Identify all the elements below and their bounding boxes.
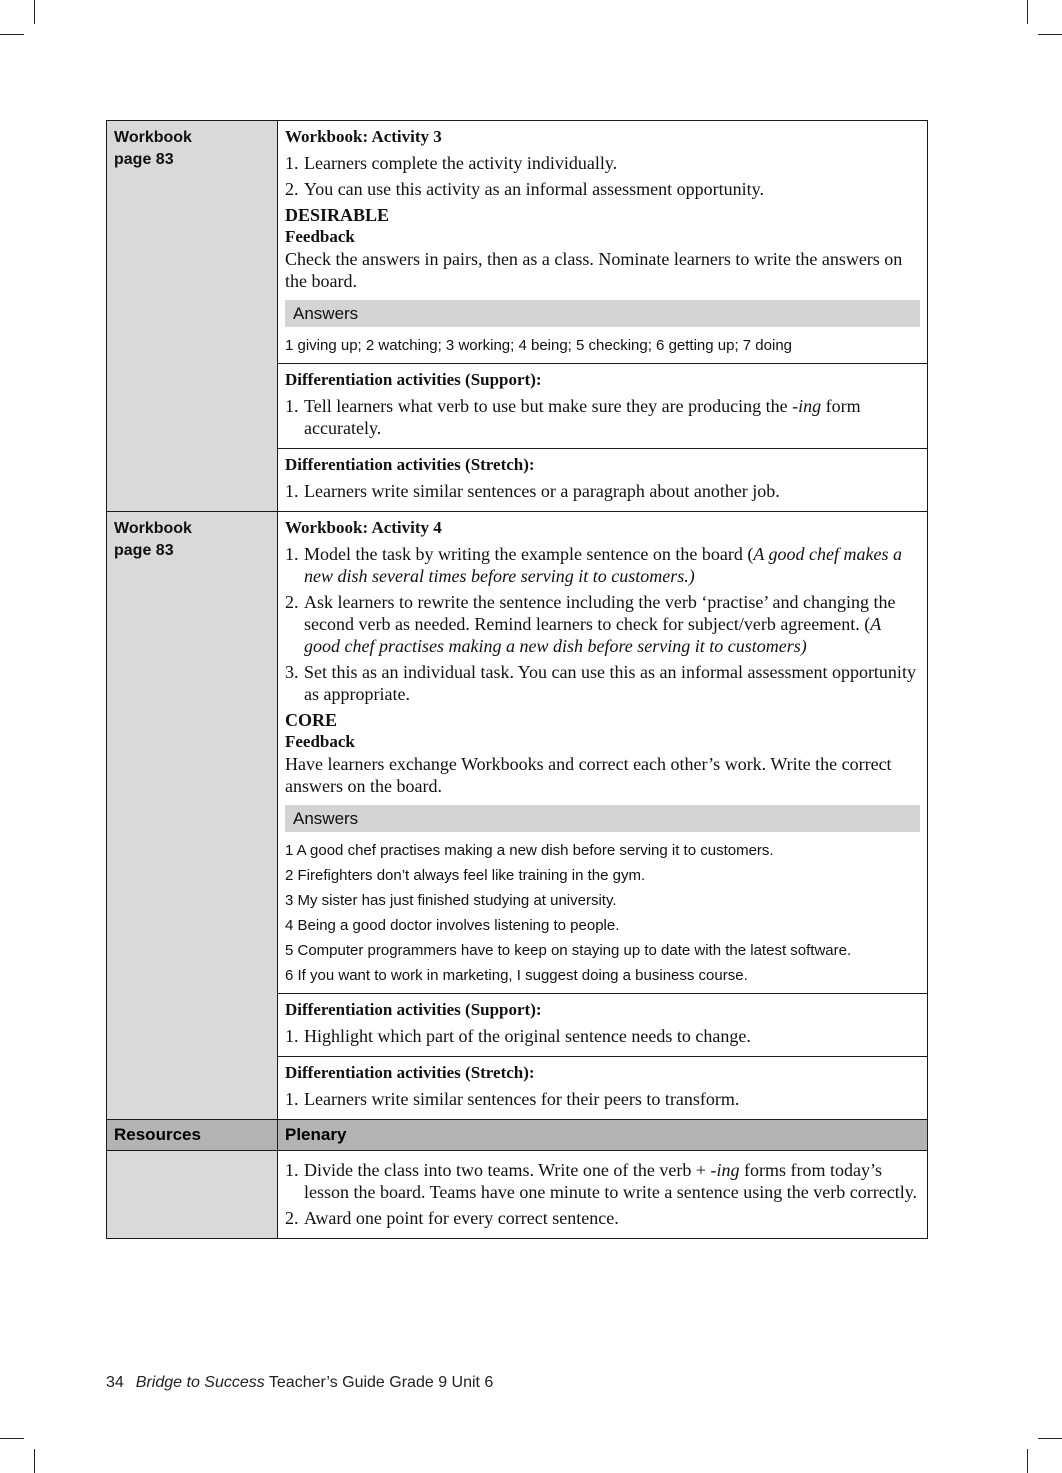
steps-list (285, 543, 920, 705)
resources-label: Resources (107, 1120, 278, 1151)
activity-title: Workbook: Activity 4 (285, 518, 442, 537)
feedback-heading: Feedback (285, 227, 355, 246)
support-cell (278, 364, 928, 449)
answer-line: 4 Being a good doctor involves listening to people. (285, 917, 620, 934)
activity-3-row (107, 121, 928, 364)
lesson-plan-table (106, 120, 928, 1239)
crop-mark (0, 1438, 24, 1439)
activity-title: Workbook: Activity 3 (285, 127, 442, 146)
answer-line: 6 If you want to work in marketing, I suggest doing a business course. (285, 967, 748, 984)
list-item: 2. Award one point for every correct sentence. (285, 1208, 619, 1228)
support-title: Differentiation activities (Support): (285, 1000, 542, 1019)
list-item: 1. Learners write similar sentences or a paragraph about another job. (285, 481, 780, 501)
footer-subtitle: Teacher’s Guide Grade 9 Unit 6 (264, 1374, 494, 1391)
plenary-cell (278, 1151, 928, 1239)
page-footer (106, 1374, 493, 1392)
book-title: Bridge to Success (135, 1374, 265, 1391)
crop-mark (1038, 34, 1062, 35)
feedback-text: Check the answers in pairs, then as a class. Nominate learners to write the answers on the board. (285, 249, 903, 291)
answers-heading: Answers (285, 805, 920, 832)
level-label: CORE (285, 710, 338, 730)
list-item: 2. Ask learners to rewrite the sentence including the verb ‘practise’ and changing the second verb as needed. Remind learners to check for subject/verb agreement. (A good chef practises making a new dish before serving it to customers) (285, 592, 896, 656)
answer-line: 1 A good chef practises making a new dish before serving it to customers. (285, 842, 774, 859)
side-label-line: page 83 (114, 151, 174, 168)
list-item: 1. Model the task by writing the example sentence on the board (A good chef makes a new dish several times before serving it to customers.) (285, 544, 903, 586)
answer-line: 1 giving up; 2 watching; 3 working; 4 being; 5 checking; 6 getting up; 7 doing (285, 337, 793, 354)
side-label-line: page 83 (114, 542, 174, 559)
list-item: 1. Learners complete the activity individually. (285, 153, 618, 173)
crop-mark (34, 1449, 35, 1473)
crop-mark (34, 0, 35, 24)
list-item: 1. Learners write similar sentences for their peers to transform. (285, 1089, 740, 1109)
side-label-line: Workbook (114, 129, 192, 146)
plenary-title: Plenary (278, 1120, 928, 1151)
list-item: 1. Tell learners what verb to use but make sure they are producing the -ing form accurately. (285, 396, 861, 438)
crop-mark (1038, 1438, 1062, 1439)
workbook-reference (107, 121, 278, 512)
stretch-title: Differentiation activities (Stretch): (285, 1063, 535, 1082)
activity-4-row (107, 512, 928, 994)
plenary-header-row (107, 1120, 928, 1151)
crop-mark (0, 34, 24, 35)
side-label-line: Workbook (114, 520, 192, 537)
list-item: 1. Highlight which part of the original sentence needs to change. (285, 1026, 751, 1046)
list-item: 2. You can use this activity as an informal assessment opportunity. (285, 179, 764, 199)
plenary-row (107, 1151, 928, 1239)
answer-line: 5 Computer programmers have to keep on staying up to date with the latest software. (285, 942, 852, 959)
resources-cell (107, 1151, 278, 1239)
list-item: 1. Divide the class into two teams. Write one of the verb + -ing forms from today’s lesson the board. Teams have one minute to write a sentence using the verb correctly. (285, 1160, 918, 1202)
activity-4-cell (278, 512, 928, 994)
crop-mark (1027, 0, 1028, 24)
stretch-cell (278, 1057, 928, 1120)
crop-mark (1027, 1449, 1028, 1473)
page-number: 34 (106, 1374, 124, 1391)
activity-3-cell (278, 121, 928, 364)
answer-line: 2 Firefighters don’t always feel like training in the gym. (285, 867, 646, 884)
workbook-reference (107, 512, 278, 1120)
answer-line: 3 My sister has just finished studying at university. (285, 892, 617, 909)
feedback-heading: Feedback (285, 732, 355, 751)
level-label: DESIRABLE (285, 205, 390, 225)
feedback-text: Have learners exchange Workbooks and correct each other’s work. Write the correct answers on the board. (285, 754, 892, 796)
stretch-title: Differentiation activities (Stretch): (285, 455, 535, 474)
answers-heading: Answers (285, 300, 920, 327)
steps-list (285, 152, 920, 200)
list-item: 3. Set this as an individual task. You can use this as an informal assessment opportunity as appropriate. (285, 662, 916, 704)
support-cell (278, 994, 928, 1057)
stretch-cell (278, 449, 928, 512)
support-title: Differentiation activities (Support): (285, 370, 542, 389)
